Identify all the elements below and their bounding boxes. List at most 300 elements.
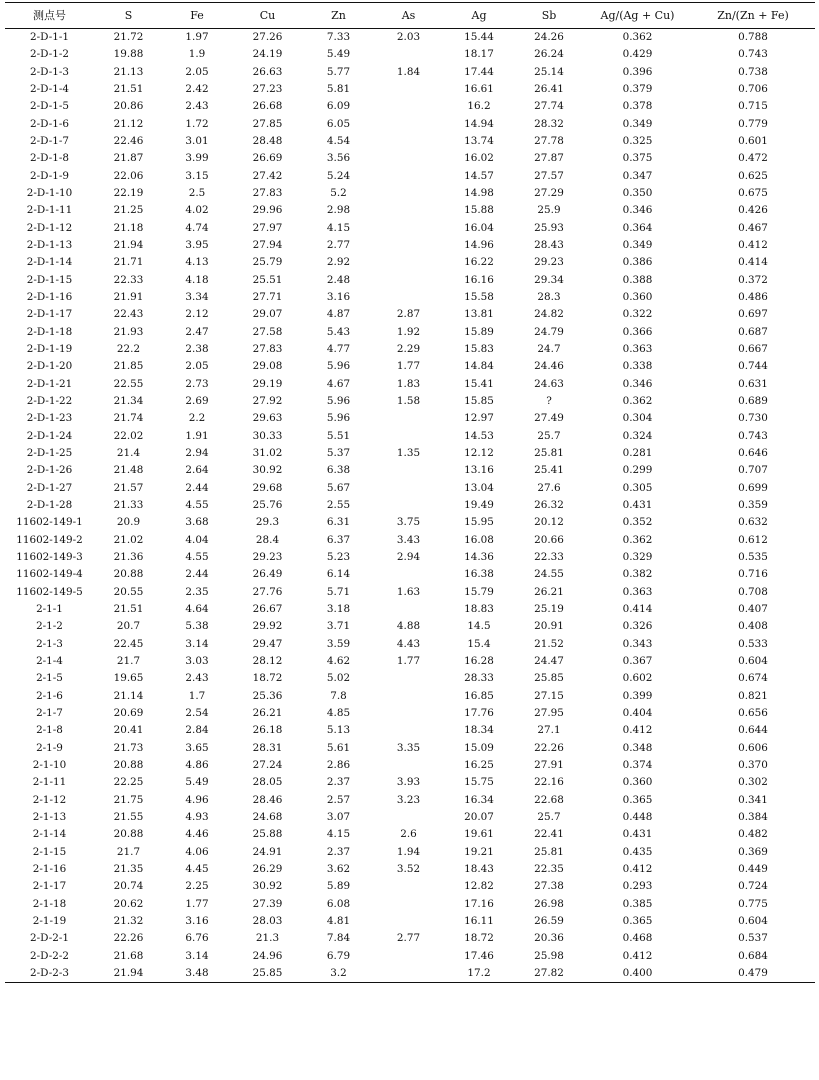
cell-cu: 27.92 [252, 395, 283, 408]
table-row [5, 81, 815, 98]
cell-zn-ratio: 0.646 [738, 447, 768, 460]
cell-fe: 3.14 [185, 637, 209, 650]
cell-fe: 4.96 [185, 793, 209, 806]
cell-ag: 15.88 [464, 204, 494, 217]
table-row [5, 861, 815, 878]
cell-point-id: 2-1-16 [32, 862, 67, 875]
cell-as [373, 98, 444, 115]
cell-ag-ratio: 0.385 [622, 897, 653, 910]
cell-s: 22.45 [113, 637, 144, 650]
cell-ag-ratio: 0.602 [622, 672, 653, 685]
cell-point-id: 2-D-1-13 [26, 239, 73, 252]
cell-as [373, 133, 444, 150]
cell-sb: 20.66 [534, 533, 564, 546]
cell-fe: 3.68 [185, 516, 209, 529]
table-row [5, 497, 815, 514]
cell-s: 21.94 [113, 239, 144, 252]
cell-as [373, 254, 444, 271]
cell-fe: 2.35 [185, 585, 209, 598]
cell-zn: 5.61 [326, 741, 351, 754]
cell-s: 21.91 [113, 291, 144, 304]
cell-s: 21.51 [113, 83, 144, 96]
cell-s: 21.48 [113, 464, 144, 477]
cell-ag-ratio: 0.338 [622, 360, 653, 373]
cell-fe: 2.2 [188, 412, 206, 425]
cell-s: 21.94 [94, 965, 163, 983]
cell-zn-ratio: 0.707 [738, 464, 768, 477]
cell-ag: 15.41 [464, 377, 494, 390]
cell-fe: 2.84 [185, 724, 209, 737]
cell-sb: 25.9 [537, 204, 561, 217]
cell-zn-ratio: 0.715 [738, 100, 768, 113]
cell-zn-ratio: 0.486 [738, 291, 768, 304]
cell-ag: 14.98 [464, 187, 494, 200]
cell-sb: 25.85 [534, 672, 564, 685]
cell-zn-ratio: 0.537 [738, 932, 768, 945]
cell-ag-ratio: 0.468 [622, 932, 653, 945]
cell-point-id: 2-D-1-14 [26, 256, 73, 269]
cell-point-id: 2-D-1-2 [30, 48, 69, 61]
cell-fe: 2.47 [185, 325, 209, 338]
cell-fe: 2.44 [185, 568, 209, 581]
cell-cu: 28.31 [252, 741, 283, 754]
cell-ag-ratio: 0.396 [622, 65, 653, 78]
cell-ag-ratio: 0.388 [622, 273, 653, 286]
cell-s: 21.4 [116, 447, 141, 460]
table-row [5, 358, 815, 375]
cell-as [373, 497, 444, 514]
cell-ag: 15.44 [464, 31, 494, 44]
cell-ag: 13.16 [464, 464, 494, 477]
cell-sb: 28.32 [534, 117, 564, 130]
cell-ag: 17.44 [464, 65, 494, 78]
cell-fe: 1.91 [185, 429, 209, 442]
cell-fe: 4.55 [185, 499, 209, 512]
cell-zn: 5.96 [326, 360, 351, 373]
cell-zn: 4.77 [326, 343, 351, 356]
cell-s: 21.33 [113, 499, 144, 512]
cell-cu: 28.03 [252, 914, 283, 927]
cell-s: 21.68 [113, 949, 144, 962]
cell-as [373, 220, 444, 237]
cell-zn-ratio: 0.656 [738, 706, 768, 719]
cell-fe: 2.94 [185, 447, 209, 460]
cell-zn: 4.15 [326, 828, 351, 841]
cell-s: 20.7 [116, 620, 141, 633]
cell-zn: 6.31 [326, 516, 351, 529]
cell-sb: 29.34 [534, 273, 564, 286]
cell-cu: 29.92 [252, 620, 283, 633]
cell-fe: 3.34 [185, 291, 209, 304]
cell-zn-ratio: 0.479 [691, 965, 815, 983]
cell-zn-ratio: 0.744 [738, 360, 768, 373]
cell-fe: 2.25 [185, 880, 209, 893]
cell-point-id: 2-D-1-27 [26, 481, 73, 494]
cell-as: 1.77 [396, 654, 421, 667]
cell-zn-ratio: 0.716 [738, 568, 768, 581]
cell-fe: 1.72 [185, 117, 209, 130]
cell-fe: 2.38 [185, 343, 209, 356]
cell-s: 21.12 [113, 117, 144, 130]
cell-fe: 4.86 [185, 758, 209, 771]
cell-fe: 2.43 [185, 100, 209, 113]
cell-ag-ratio: 0.429 [622, 48, 653, 61]
cell-sb: 21.52 [534, 637, 564, 650]
cell-zn: 5.71 [326, 585, 351, 598]
cell-point-id: 11602-149-3 [16, 551, 83, 563]
table-row [5, 566, 815, 583]
cell-sb: 27.87 [534, 152, 564, 165]
cell-zn: 6.05 [326, 117, 351, 130]
cell-fe: 3.48 [163, 965, 231, 983]
cell-point-id: 2-D-2-2 [30, 949, 69, 962]
cell-ag: 13.81 [464, 308, 494, 321]
cell-zn-ratio: 0.482 [738, 828, 768, 841]
analysis-table [5, 2, 815, 983]
cell-ag-ratio: 0.305 [622, 481, 653, 494]
cell-zn: 4.87 [326, 308, 351, 321]
cell-s: 20.74 [113, 880, 144, 893]
cell-cu: 29.3 [255, 516, 280, 529]
cell-zn-ratio: 0.601 [738, 135, 768, 148]
cell-cu: 21.3 [255, 932, 280, 945]
table-row [5, 601, 815, 618]
cell-ag: 16.38 [464, 568, 494, 581]
cell-sb: 20.91 [534, 620, 564, 633]
cell-s: 21.18 [113, 221, 144, 234]
cell-s: 22.43 [113, 308, 144, 321]
cell-point-id: 2-D-1-3 [30, 65, 69, 78]
cell-ag-ratio: 0.346 [622, 204, 653, 217]
cell-zn-ratio: 0.706 [738, 83, 768, 96]
cell-zn: 5.43 [326, 325, 351, 338]
cell-as: 2.94 [396, 551, 421, 563]
table-row [5, 757, 815, 774]
cell-zn-ratio: 0.412 [738, 239, 768, 252]
cell-cu: 27.83 [252, 187, 283, 200]
table-row [5, 168, 815, 185]
cell-s: 20.88 [113, 758, 144, 771]
cell-ag: 17.46 [464, 949, 494, 962]
cell-ag: 16.25 [464, 758, 494, 771]
cell-s: 21.93 [113, 325, 144, 338]
cell-zn-ratio: 0.370 [738, 758, 768, 771]
cell-point-id: 2-D-1-12 [26, 221, 73, 234]
cell-cu: 26.21 [252, 706, 283, 719]
cell-ag-ratio: 0.404 [622, 706, 653, 719]
cell-ag-ratio: 0.352 [622, 516, 653, 529]
cell-sb: 20.36 [534, 932, 564, 945]
cell-zn-ratio: 0.743 [738, 429, 768, 442]
cell-as [373, 895, 444, 912]
cell-cu: 24.19 [252, 48, 283, 61]
cell-ag: 14.96 [464, 239, 494, 252]
table-row [5, 98, 815, 115]
cell-ag-ratio: 0.378 [622, 100, 653, 113]
cell-point-id: 2-1-5 [36, 672, 63, 685]
cell-point-id: 2-D-1-28 [26, 499, 73, 512]
cell-ag-ratio: 0.412 [622, 862, 653, 875]
cell-zn: 5.51 [326, 429, 351, 442]
cell-fe: 4.93 [185, 810, 209, 823]
cell-zn: 6.38 [326, 464, 351, 477]
cell-zn: 4.62 [326, 654, 351, 667]
cell-point-id: 2-D-1-4 [30, 83, 69, 96]
cell-zn-ratio: 0.426 [738, 204, 768, 217]
cell-s: 22.19 [113, 187, 144, 200]
table-row [5, 930, 815, 947]
cell-as: 1.83 [396, 377, 421, 390]
header-s: S [94, 3, 163, 29]
cell-s: 20.41 [113, 724, 144, 737]
cell-sb: 24.7 [537, 343, 561, 356]
cell-as [373, 185, 444, 202]
cell-cu: 26.29 [252, 862, 283, 875]
cell-cu: 31.02 [252, 447, 283, 460]
cell-sb: 27.49 [534, 412, 564, 425]
cell-cu: 27.23 [252, 83, 283, 96]
cell-as [373, 116, 444, 133]
cell-zn: 2.57 [326, 793, 351, 806]
cell-as: 3.43 [396, 533, 421, 546]
cell-ag-ratio: 0.329 [622, 551, 653, 563]
cell-sb: 26.21 [534, 585, 564, 598]
cell-zn-ratio: 0.684 [738, 949, 768, 962]
cell-cu: 29.07 [252, 308, 283, 321]
cell-zn: 4.15 [326, 221, 351, 234]
cell-zn-ratio: 0.472 [738, 152, 768, 165]
cell-as: 3.23 [396, 793, 421, 806]
cell-zn: 5.02 [326, 672, 351, 685]
cell-as: 1.94 [396, 845, 421, 858]
cell-ag-ratio: 0.322 [622, 308, 653, 321]
cell-zn: 2.37 [326, 845, 351, 858]
cell-as [373, 428, 444, 445]
cell-as: 2.87 [396, 308, 421, 321]
cell-fe: 4.06 [185, 845, 209, 858]
cell-as [373, 410, 444, 427]
cell-cu: 29.68 [252, 481, 283, 494]
cell-cu: 29.19 [252, 377, 283, 390]
cell-as [373, 81, 444, 98]
cell-point-id: 2-D-1-7 [30, 135, 69, 148]
cell-as: 2.03 [396, 31, 421, 44]
table-row [5, 202, 815, 219]
cell-fe: 2.42 [185, 83, 209, 96]
cell-ag: 28.33 [464, 672, 494, 685]
cell-point-id: 2-1-10 [32, 758, 67, 771]
cell-zn: 6.79 [326, 949, 351, 962]
cell-as [373, 965, 444, 983]
cell-point-id: 2-1-6 [36, 689, 63, 702]
cell-zn: 4.67 [326, 377, 351, 390]
cell-ag: 16.34 [464, 793, 494, 806]
cell-point-id: 2-D-1-16 [26, 291, 73, 304]
cell-sb: 27.29 [534, 187, 564, 200]
cell-cu: 26.63 [252, 65, 283, 78]
cell-zn: 2.86 [326, 758, 351, 771]
cell-sb: 22.16 [534, 776, 564, 789]
cell-cu: 25.85 [231, 965, 304, 983]
cell-as: 1.77 [396, 360, 421, 373]
cell-zn-ratio: 0.779 [738, 117, 768, 130]
cell-zn: 2.48 [326, 273, 351, 286]
cell-point-id: 2-D-1-18 [26, 325, 73, 338]
cell-zn-ratio: 0.699 [738, 481, 768, 494]
table-row [5, 237, 815, 254]
cell-point-id: 2-D-1-11 [26, 204, 73, 217]
cell-zn-ratio: 0.369 [738, 845, 768, 858]
cell-fe: 2.5 [188, 187, 206, 200]
cell-as [373, 878, 444, 895]
cell-zn: 5.77 [326, 65, 351, 78]
header-zn: Zn [304, 3, 373, 29]
cell-ag: 15.09 [464, 741, 494, 754]
cell-sb: 24.46 [534, 360, 564, 373]
cell-point-id: 2-D-1-6 [30, 117, 69, 130]
cell-zn-ratio: 0.631 [738, 377, 768, 390]
cell-zn-ratio: 0.612 [738, 533, 768, 546]
cell-zn: 7.84 [326, 932, 351, 945]
cell-s: 21.35 [113, 862, 144, 875]
cell-fe: 2.69 [185, 395, 209, 408]
cell-zn-ratio: 0.414 [738, 256, 768, 269]
cell-zn: 6.37 [326, 533, 351, 546]
cell-ag-ratio: 0.367 [622, 654, 653, 667]
cell-cu: 26.68 [252, 100, 283, 113]
cell-cu: 18.72 [252, 672, 283, 685]
cell-zn: 5.96 [326, 395, 351, 408]
cell-point-id: 11602-149-4 [16, 568, 83, 581]
cell-as [373, 150, 444, 167]
cell-zn: 5.2 [330, 187, 347, 200]
cell-ag-ratio: 0.365 [622, 914, 653, 927]
cell-zn: 7.8 [330, 689, 347, 702]
cell-zn: 5.67 [326, 481, 351, 494]
cell-s: 22.2 [116, 343, 141, 356]
cell-ag-ratio: 0.360 [622, 776, 653, 789]
cell-fe: 4.02 [185, 204, 209, 217]
cell-sb: 24.26 [534, 31, 564, 44]
cell-fe: 4.18 [185, 273, 209, 286]
cell-ag-ratio: 0.375 [622, 152, 653, 165]
cell-as [373, 705, 444, 722]
cell-fe: 3.65 [185, 741, 209, 754]
cell-point-id: 2-1-19 [32, 914, 67, 927]
cell-ag-ratio: 0.379 [622, 83, 653, 96]
cell-zn-ratio: 0.372 [738, 273, 768, 286]
table-row [5, 618, 815, 635]
cell-zn: 6.08 [326, 897, 351, 910]
cell-zn: 3.2 [304, 965, 373, 983]
cell-as [373, 289, 444, 306]
cell-as [373, 462, 444, 479]
cell-cu: 28.05 [252, 776, 283, 789]
cell-sb: 27.15 [534, 689, 564, 702]
cell-fe: 2.12 [185, 308, 209, 321]
cell-as [373, 809, 444, 826]
cell-ag: 12.97 [464, 412, 494, 425]
cell-point-id: 2-1-1 [36, 602, 63, 615]
cell-point-id: 2-D-1-9 [30, 169, 69, 182]
cell-as: 4.43 [396, 637, 421, 650]
cell-cu: 30.92 [252, 880, 283, 893]
cell-sb: 26.98 [534, 897, 564, 910]
cell-zn-ratio: 0.697 [738, 308, 768, 321]
cell-ag: 19.21 [464, 845, 494, 858]
cell-sb: 26.41 [534, 83, 564, 96]
header-as: As [373, 3, 444, 29]
cell-s: 20.55 [113, 585, 144, 598]
cell-cu: 27.85 [252, 117, 283, 130]
cell-zn: 3.56 [326, 152, 351, 165]
cell-cu: 25.36 [252, 689, 283, 702]
cell-s: 21.75 [113, 793, 144, 806]
cell-sb: 22.68 [534, 793, 564, 806]
table-row [5, 913, 815, 930]
cell-as: 2.77 [396, 932, 421, 945]
cell-sb: 25.81 [534, 447, 564, 460]
table-row [5, 410, 815, 427]
cell-fe: 1.77 [185, 897, 209, 910]
cell-s: 22.06 [113, 169, 144, 182]
cell-sb: ? [546, 395, 552, 408]
cell-as: 1.84 [396, 65, 421, 78]
cell-s: 21.14 [113, 689, 144, 702]
cell-fe: 2.44 [185, 481, 209, 494]
header-cu: Cu [231, 3, 304, 29]
cell-zn-ratio: 0.604 [738, 914, 768, 927]
cell-fe: 3.01 [185, 135, 209, 148]
cell-point-id: 2-1-13 [32, 810, 67, 823]
cell-sb: 27.78 [534, 135, 564, 148]
cell-cu: 25.76 [252, 499, 283, 512]
cell-ag-ratio: 0.382 [622, 568, 653, 581]
cell-ag-ratio: 0.349 [622, 117, 653, 130]
cell-fe: 4.46 [185, 828, 209, 841]
cell-s: 21.85 [113, 360, 144, 373]
cell-ag-ratio: 0.304 [622, 412, 653, 425]
cell-s: 21.32 [113, 914, 144, 927]
cell-sb: 25.93 [534, 221, 564, 234]
cell-ag: 16.02 [464, 152, 494, 165]
cell-ag: 14.94 [464, 117, 494, 130]
table-row [5, 843, 815, 860]
cell-zn: 2.37 [326, 776, 351, 789]
cell-s: 21.36 [113, 551, 144, 563]
cell-ag: 16.2 [467, 100, 491, 113]
cell-as [373, 601, 444, 618]
cell-ag: 17.2 [444, 965, 514, 983]
table-row [5, 670, 815, 687]
cell-sb: 22.26 [534, 741, 564, 754]
cell-fe: 4.04 [185, 533, 209, 546]
cell-zn-ratio: 0.407 [738, 602, 768, 615]
cell-ag: 16.16 [464, 273, 494, 286]
cell-fe: 3.99 [185, 152, 209, 165]
cell-as [373, 687, 444, 704]
cell-ag-ratio: 0.365 [622, 793, 653, 806]
cell-point-id: 2-1-14 [32, 828, 67, 841]
cell-ag-ratio: 0.435 [622, 845, 653, 858]
table-row [5, 306, 815, 323]
cell-fe: 3.16 [185, 914, 209, 927]
cell-zn: 4.54 [326, 135, 351, 148]
cell-fe: 4.45 [185, 862, 209, 875]
cell-as: 1.58 [396, 395, 421, 408]
cell-zn: 5.89 [326, 880, 351, 893]
cell-point-id: 2-1-11 [32, 776, 67, 789]
